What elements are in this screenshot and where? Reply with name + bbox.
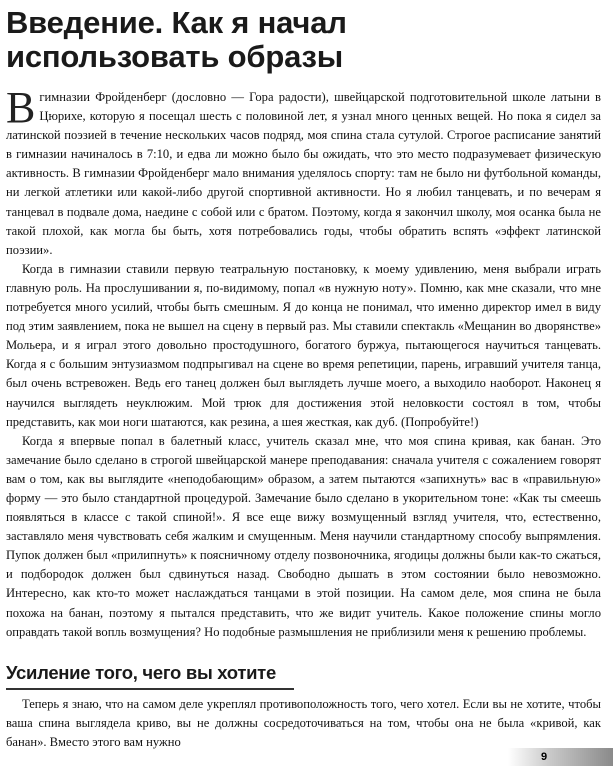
page-number: 9 xyxy=(540,751,548,763)
title-line-2: использовать образы xyxy=(6,39,343,74)
page-title xyxy=(6,6,596,74)
section-body-text xyxy=(6,695,601,752)
section-subheading: Усиление того, чего вы хотите xyxy=(6,662,276,683)
paragraph-3: Когда я впервые попал в балетный класс, учитель сказал мне, что моя спина кривая, как банан. Это замечание было сделано в строгой швейцарской манере преподавания: сначала учителя с сожалением говорят вам о том, как вы выглядите «неподобающим» образом, а затем пытаются «запихнуть» вас в «правильную» форму — это было стандартной процедурой. Замечание было сделано в укорительном тоне: «Как ты смеешь появляться в классе с такой спиной!». Я все еще вижу возмущенный взгляд учителя, что, естественно, заставляло меня чувствовать себя жалким и смущенным. Меня научили стандартному способу выпрямления. Пупок должен был «прилипнуть» к поясничному отделу позвоночника, ягодицы должны были как-то сжаться, и подбородок должен был сдвинуться назад. Свободно дышать в этом состоянии было невозможно. Интересно, как кто-то может наслаждаться танцами в этой позиции. На самом деле, моя спина не была похожа на банан, поэтому я пытался представить, что же видит учитель. Какое положение спины могло оправдать такой вопль возмущения? Но подобные размышления не приблизили меня к решению проблемы. xyxy=(6,433,601,639)
paragraph-1-text: гимназии Фройденберг (дословно — Гора радости), швейцарской подготовительной школе латыни в Цюрихе, которую я посещал шесть с половиной лет, я узнал много ценных вещей. Но пока я сидел за латинской поэзией в течение нескольких часов подряд, моя спина стала сутулой. Строгое расписание занятий в гимназии начиналось в 7:10, и едва ли можно было бы ожидать, что это место подразумевает физическую активность. В гимназии Фройденберг мало внимания уделялось спорту: там не было ни футбольной команды, ни легкой атлетики или какой-либо другой спортивной активности. Но я любил танцевать, и по вечерам я танцевал в подвале дома, наедине с собой или с братом. Поэтому, когда я закончил школу, моя осанка была не такой плохой, как могла бы быть, хотя потребовались годы, чтобы обратить вспять «эффект латинской поэзии». xyxy=(6,90,601,257)
paragraph-2: Когда в гимназии ставили первую театральную постановку, к моему удивлению, меня выбрали играть главную роль. На прослушивании я, по-видимому, попал «в нужную ноту». Помню, как мне сказали, что мне потребуется много усилий, чтобы быть смешным. Я до конца не понимал, что именно директор имел в виду под этим заявлением, пока не вышел на сцену в первый раз. Мы ставили спектакль «Мещанин во дворянстве» Мольера, и я играл этого довольно простодушного, богатого буржуа, пытающегося научиться танцевать. Когда я с большим энтузиазмом подпрыгивал на сцене во время репетиции, парень, игравший учителя танца, был очень встревожен. Ведь его танец должен был выглядеть лучше моего, а выходило наоборот. Наконец я научился выглядеть неуклюжим. Мой трюк для достижения этой неловкости состоял в том, чтобы представить, как мои ноги шатаются, как резина, а шея жесткая, как дуб. (Попробуйте!) xyxy=(6,261,601,429)
title-line-1: Введение. Как я начал xyxy=(6,5,347,40)
paragraph-4: Теперь я знаю, что на самом деле укреплял противоположность того, чего хотел. Если вы не хотите, чтобы ваша спина выглядела криво, вы не должны сосредоточиваться на том, чтобы она не была «кривой, как банан». Вместо этого вам нужно xyxy=(6,697,601,750)
page-number-bar xyxy=(508,748,613,766)
body-text xyxy=(6,83,601,642)
subheading-underline xyxy=(6,688,294,690)
paragraph-1 xyxy=(6,83,601,260)
drop-cap: В xyxy=(6,83,36,132)
